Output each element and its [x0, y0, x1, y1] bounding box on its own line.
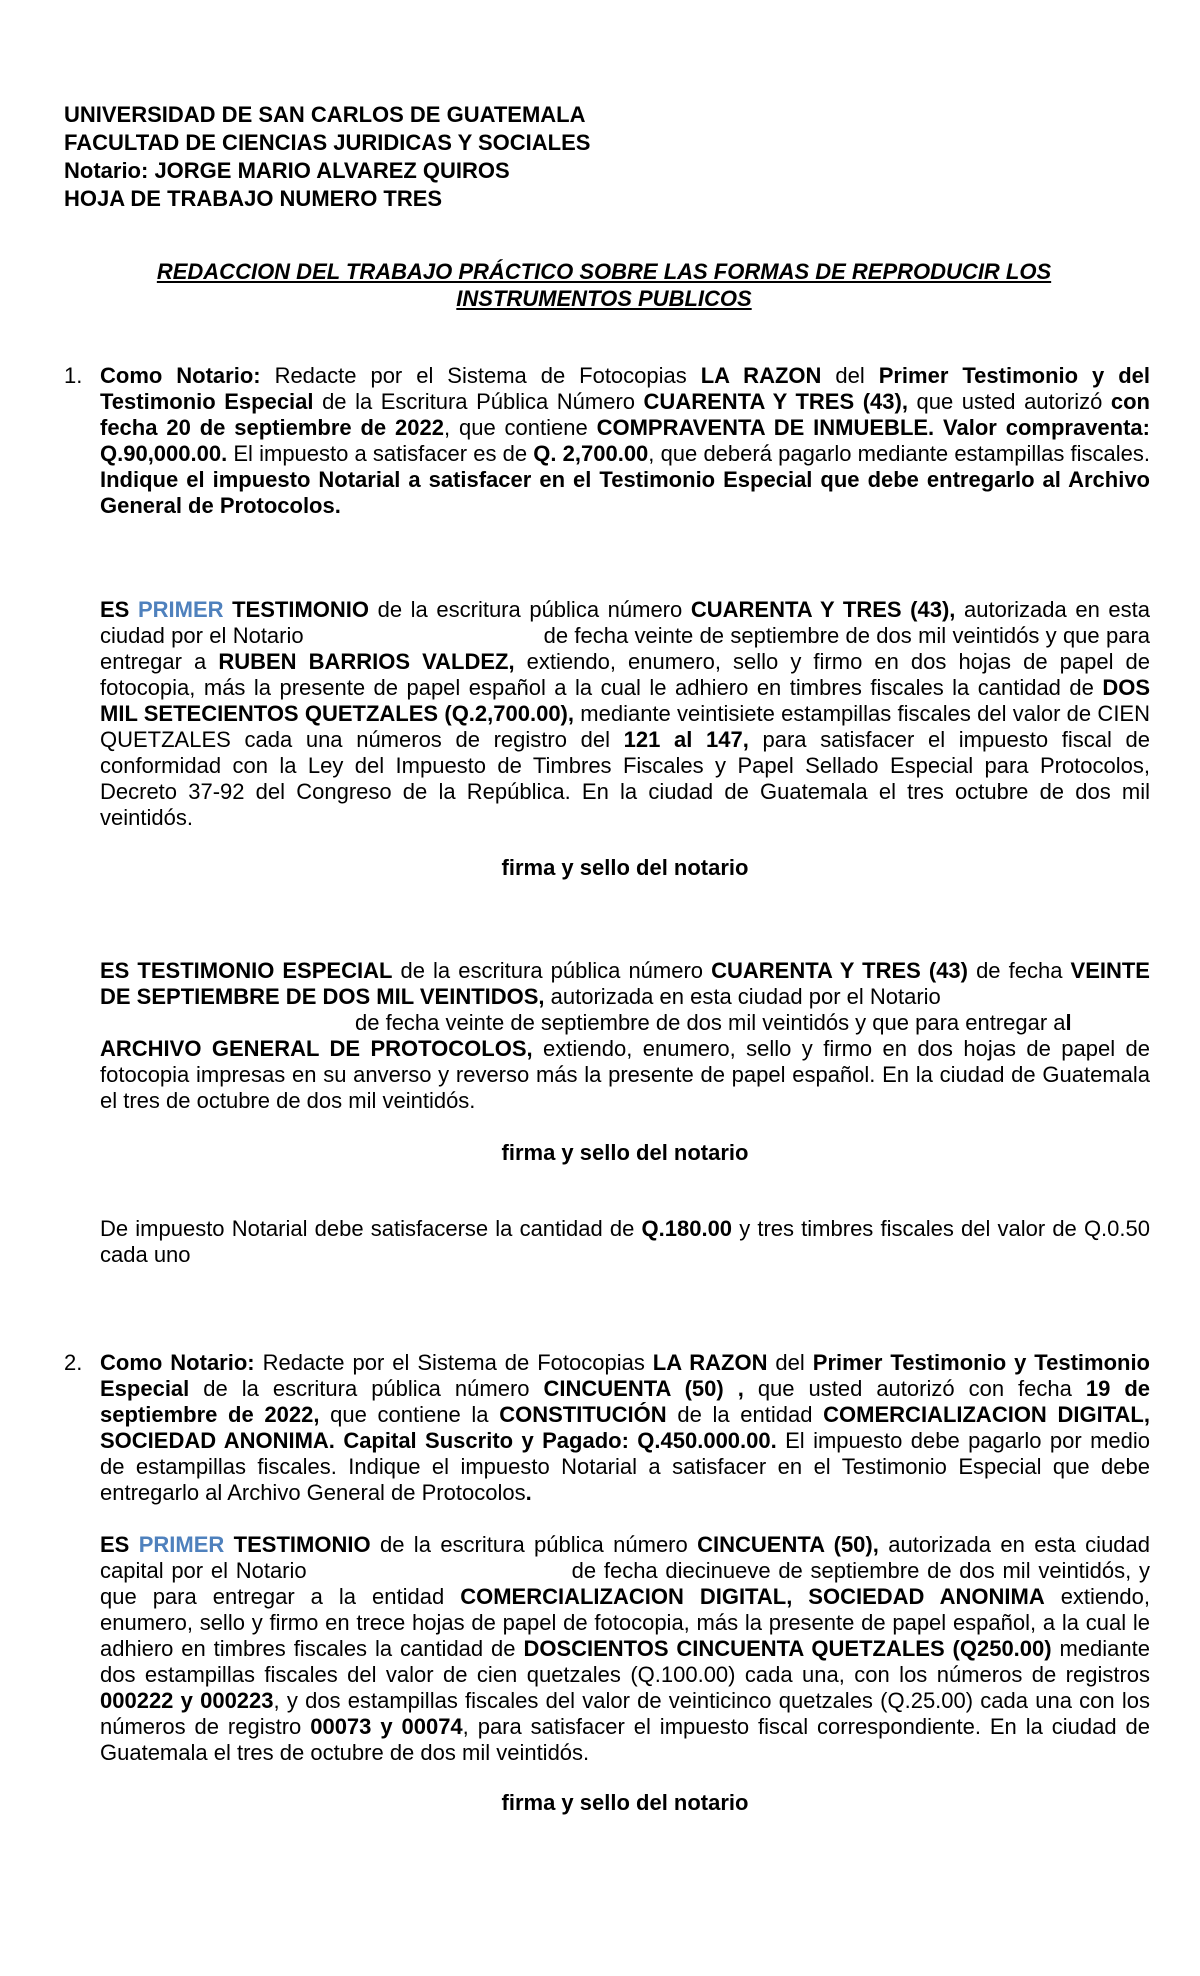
title-line-1: REDACCION DEL TRABAJO PRÁCTICO SOBRE LAS FORMAS DE REPRODUCIR LOS	[156, 259, 1052, 284]
special-testimony-paragraph: ES TESTIMONIO ESPECIAL de la escritura pública número CUARENTA Y TRES (43) de fecha VEINTE DE SEPTIEMBRE DE DOS MIL VEINTIDOS, autorizada en esta ciudad por el Notario de fecha veinte de septiembre de dos mil veintidós y que para entregar al ARCHIVO GENERAL DE PROTOCOLOS, extiendo, enumero, sello y firmo en dos hojas de papel de fotocopia impresas en su anverso y reverso más la presente de papel español. En la ciudad de Guatemala el tres de octubre de dos mil veintidós.	[100, 958, 1150, 1113]
first-testimony-paragraph-2: ES PRIMER TESTIMONIO de la escritura pública número CINCUENTA (50), autorizada en esta ciudad capital por el Notario de fecha diecinueve de septiembre de dos mil veintidós, y que para entregar a la entidad COMERCIALIZACION DIGITAL, SOCIEDAD ANONIMA extiendo, enumero, sello y firmo en trece hojas de papel de fotocopia, más la presente de papel español, a la cual le adhiero en timbres fiscales la cantidad de DOSCIENTOS CINCUENTA QUETZALES (Q250.00) mediante dos estampillas fiscales del valor de cien quetzales (Q.100.00) cada una, con los números de registros 000222 y 000223, y dos estampillas fiscales del valor de veinticinco quetzales (Q.25.00) cada una con los números de registro 00073 y 00074, para satisfacer el impuesto fiscal correspondiente. En la ciudad de Guatemala el tres de octubre de dos mil veintidós.	[100, 1532, 1151, 1765]
exercise-number: 2.	[64, 1350, 83, 1375]
faculty-name: FACULTAD DE CIENCIAS JURIDICAS Y SOCIALES	[64, 130, 591, 155]
exercise-1-instructions: Como Notario: Redacte por el Sistema de Fotocopias LA RAZON del Primer Testimonio y del Testimonio Especial de la Escritura Pública Número CUARENTA Y TRES (43), que usted autorizó con fecha 20 de septiembre de 2022, que contiene COMPRAVENTA DE INMUEBLE. Valor compraventa: Q.90,000.00. El impuesto a satisfacer es de Q. 2,700.00, que deberá pagarlo mediante estampillas fiscales. Indique el impuesto Notarial a satisfacer en el Testimonio Especial que debe entregarlo al Archivo General de Protocolos.	[100, 363, 1150, 518]
signature-line: firma y sello del notario	[501, 1140, 749, 1165]
signature-line: firma y sello del notario	[501, 1790, 749, 1815]
notary-name: Notario: JORGE MARIO ALVAREZ QUIROS	[64, 158, 510, 183]
notarial-tax-paragraph: De impuesto Notarial debe satisfacerse la cantidad de Q.180.00 y tres timbres fiscales del valor de Q.0.50 cada uno	[100, 1216, 1150, 1267]
exercise-2-instructions: Como Notario: Redacte por el Sistema de Fotocopias LA RAZON del Primer Testimonio y Testimonio Especial de la escritura pública número CINCUENTA (50) , que usted autorizó con fecha 19 de septiembre de 2022, que contiene la CONSTITUCIÓN de la entidad COMERCIALIZACION DIGITAL, SOCIEDAD ANONIMA. Capital Suscrito y Pagado: Q.450.000.00. El impuesto debe pagarlo por medio de estampillas fiscales. Indique el impuesto Notarial a satisfacer en el Testimonio Especial que debe entregarlo al Archivo General de Protocolos.	[100, 1350, 1151, 1505]
first-testimony-paragraph: ES PRIMER TESTIMONIO de la escritura pública número CUARENTA Y TRES (43), autorizada en esta ciudad por el Notario de fecha veinte de septiembre de dos mil veintidós y que para entregar a RUBEN BARRIOS VALDEZ, extiendo, enumero, sello y firmo en dos hojas de papel de fotocopia, más la presente de papel español a la cual le adhiero en timbres fiscales la cantidad de DOS MIL SETECIENTOS QUETZALES (Q.2,700.00), mediante veintisiete estampillas fiscales del valor de CIEN QUETZALES cada una números de registro del 121 al 147, para satisfacer el impuesto fiscal de conformidad con la Ley del Impuesto de Timbres Fiscales y Papel Sellado Especial para Protocolos, Decreto 37-92 del Congreso de la República. En la ciudad de Guatemala el tres octubre de dos mil veintidós.	[100, 597, 1151, 830]
title-line-2: INSTRUMENTOS PUBLICOS	[456, 286, 752, 311]
university-name: UNIVERSIDAD DE SAN CARLOS DE GUATEMALA	[64, 102, 586, 127]
document-header	[64, 101, 1144, 213]
document-title	[64, 258, 1144, 312]
exercise-number: 1.	[64, 363, 83, 388]
primer-highlight: PRIMER	[137, 597, 224, 622]
primer-highlight: PRIMER	[138, 1532, 225, 1557]
worksheet-number: HOJA DE TRABAJO NUMERO TRES	[64, 186, 443, 211]
signature-line: firma y sello del notario	[501, 855, 749, 880]
